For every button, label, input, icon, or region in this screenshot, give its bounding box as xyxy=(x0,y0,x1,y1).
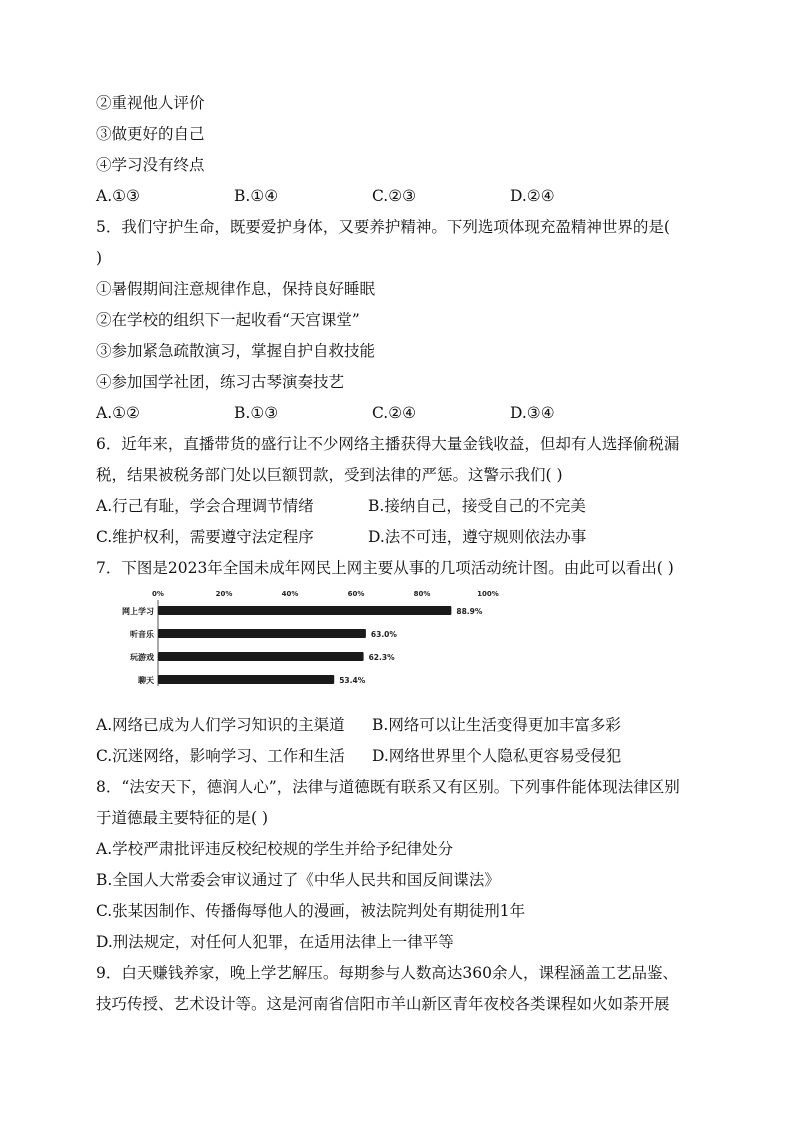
bar xyxy=(158,629,366,638)
q5-option-a[interactable]: A.①② xyxy=(96,404,140,422)
q8-option-b[interactable]: B.全国人大常委会审议通过了《中华人民共和国反间谍法》 xyxy=(96,871,500,889)
q7-option-c[interactable]: C.沉迷网络，影响学习、工作和生活 xyxy=(96,747,345,765)
category-label: 玩游戏 xyxy=(130,653,154,662)
q5-options xyxy=(96,398,716,429)
activity-bar-chart xyxy=(96,588,716,706)
q8-stem-line-1: 8．“法安天下，德润人心”，法律与道德既有联系又有区别。下列事件能体现法律区别 xyxy=(96,778,680,796)
q5-item-2: ②在学校的组织下一起收看“天宫课堂” xyxy=(96,311,360,329)
q8-stem-line-2: 于道德最主要特征的是( ) xyxy=(96,809,269,827)
q4-item-4: ④学习没有终点 xyxy=(96,156,205,174)
x-tick-label: 60% xyxy=(347,590,365,598)
q5-option-d[interactable]: D.③④ xyxy=(510,404,555,422)
x-tick-label: 80% xyxy=(413,590,431,598)
q5-item-3: ③参加紧急疏散演习，掌握自护自救技能 xyxy=(96,342,376,360)
q5-item-1: ①暑假期间注意规律作息，保持良好睡眠 xyxy=(96,280,376,298)
q5-option-c[interactable]: C.②④ xyxy=(372,404,417,422)
q7-stem: 7．下图是2023年全国未成年网民上网主要从事的几项活动统计图。由此可以看出( ) xyxy=(96,559,674,577)
q9-stem-line-1: 9．白天赚钱养家，晚上学艺解压。每期参与人数高达360余人，课程涵盖工艺品鉴、 xyxy=(96,964,678,982)
category-label: 网上学习 xyxy=(122,607,154,616)
q7-option-a[interactable]: A.网络已成为人们学习知识的主渠道 xyxy=(96,716,345,734)
q8-option-a[interactable]: A.学校严肃批评违反校纪校规的学生并给予纪律处分 xyxy=(96,840,454,858)
q5-option-b[interactable]: B.①③ xyxy=(234,404,279,422)
x-tick-label: 0% xyxy=(152,590,164,598)
q5-stem-line-1: 5．我们守护生命，既要爱护身体，又要养护精神。下列选项体现充盈精神世界的是( xyxy=(96,218,670,236)
q6-option-c[interactable]: C.维护权利，需要遵守法定程序 xyxy=(96,528,314,546)
q4-item-3: ③做更好的自己 xyxy=(96,125,205,143)
q6-stem-line-2: 税，结果被税务部门处以巨额罚款，受到法律的严惩。这警示我们( ) xyxy=(96,466,563,484)
q7-option-d[interactable]: D.网络世界里个人隐私更容易受侵犯 xyxy=(372,747,622,765)
q6-options-row-2 xyxy=(96,522,716,553)
q6-option-a[interactable]: A.行己有耻，学会合理调节情绪 xyxy=(96,497,314,515)
q5-stem-line-2: ) xyxy=(96,249,103,267)
q5-item-4: ④参加国学社团，练习古琴演奏技艺 xyxy=(96,373,345,391)
q6-options-row-1 xyxy=(96,491,716,522)
q4-option-b[interactable]: B.①④ xyxy=(234,187,279,205)
q9-stem-line-2: 技巧传授、艺术设计等。这是河南省信阳市羊山新区青年夜校各类课程如火如荼开展 xyxy=(96,995,670,1013)
x-tick-label: 100% xyxy=(477,590,499,598)
q4-option-c[interactable]: C.②③ xyxy=(372,187,417,205)
category-label: 聊天 xyxy=(138,676,154,685)
x-tick-label: 20% xyxy=(215,590,233,598)
q7-options-row-1 xyxy=(96,710,716,741)
x-tick-label: 40% xyxy=(281,590,299,598)
q8-option-c[interactable]: C.张某因制作、传播侮辱他人的漫画，被法院判处有期徒刑1年 xyxy=(96,902,526,920)
category-label: 听音乐 xyxy=(130,630,154,639)
q4-options xyxy=(96,181,716,212)
q8-option-d[interactable]: D.刑法规定，对任何人犯罪，在适用法律上一律平等 xyxy=(96,933,454,951)
data-label: 62.3% xyxy=(368,653,395,662)
q6-option-d[interactable]: D.法不可违，遵守规则依法办事 xyxy=(368,528,587,546)
q7-option-b[interactable]: B.网络可以让生活变得更加丰富多彩 xyxy=(372,716,621,734)
data-label: 88.9% xyxy=(456,607,483,616)
q4-option-d[interactable]: D.②④ xyxy=(510,187,555,205)
q6-option-b[interactable]: B.接纳自己，接受自己的不完美 xyxy=(368,497,586,515)
bar xyxy=(158,652,364,661)
q6-stem-line-1: 6．近年来，直播带货的盛行让不少网络主播获得大量金钱收益，但却有人选择偷税漏 xyxy=(96,435,680,453)
bar xyxy=(158,606,451,615)
bar xyxy=(158,675,334,684)
bar-chart-svg xyxy=(106,588,526,702)
data-label: 53.4% xyxy=(339,676,366,685)
data-label: 63.0% xyxy=(370,630,397,639)
q4-option-a[interactable]: A.①③ xyxy=(96,187,140,205)
exam-page xyxy=(96,88,716,1020)
q7-options-row-2 xyxy=(96,741,716,772)
q4-item-2: ②重视他人评价 xyxy=(96,94,205,112)
